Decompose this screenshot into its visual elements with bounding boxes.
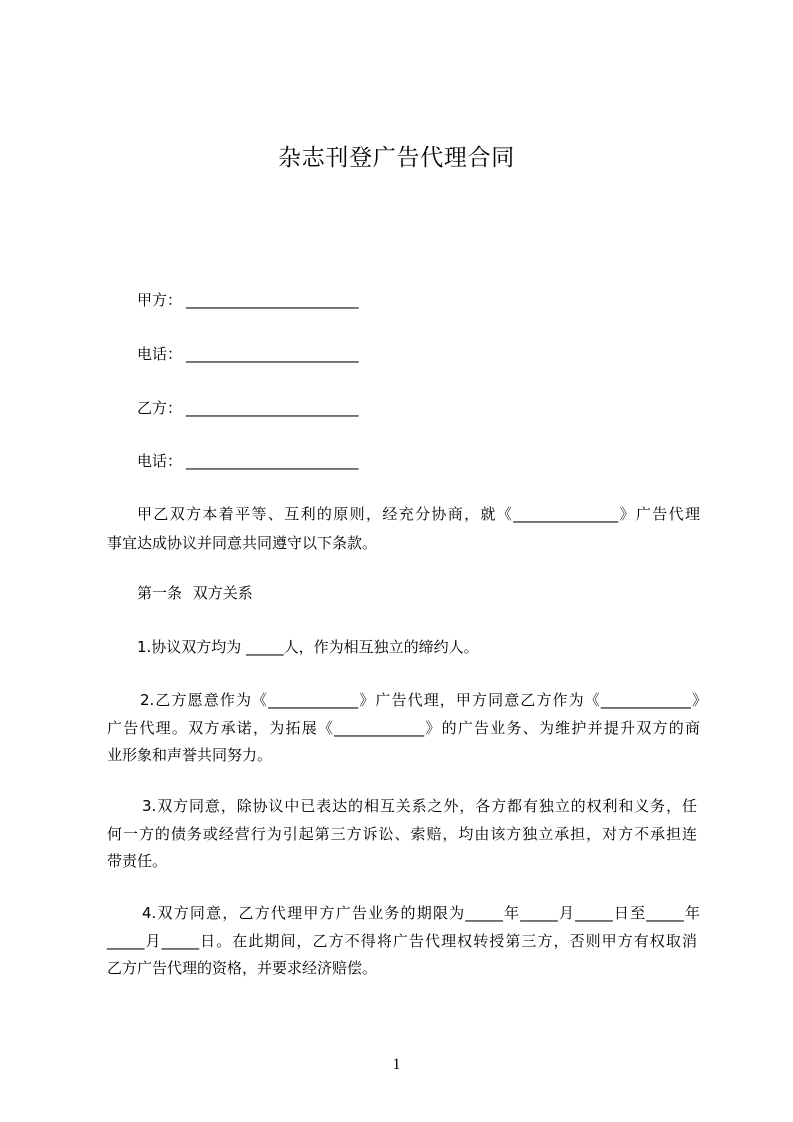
clause-2-line: 业形象和声誉共同努力。 (107, 746, 273, 764)
clause-2-line: 广告代理。双方承诺，为拓展《____________》的广告业务、为维护并提升双方的商 (107, 719, 700, 737)
clause-4-line: _____月_____日。在此期间，乙方不得将广告代理权转授第三方，否则甲方有权取消 (107, 932, 697, 950)
party-b-phone-blank: _______________________ (186, 452, 359, 470)
article-heading: 第一条 双方关系 (137, 584, 253, 602)
party-a-phone-blank: _______________________ (186, 345, 359, 363)
party-b-phone-label: 电话： (137, 452, 183, 470)
party-a-label: 甲方： (137, 291, 183, 309)
clause-4-line: 乙方广告代理的资格，并要求经济赔偿。 (107, 959, 378, 977)
preamble-line: 事宜达成协议并同意共同遵守以下条款。 (107, 534, 378, 552)
party-b-blank: _______________________ (186, 399, 359, 417)
clause-2-line: 2.乙方愿意作为《____________》广告代理，甲方同意乙方作为《____________》 (140, 691, 707, 709)
party-b-phone-field (137, 451, 359, 471)
document-title: 杂志刊登广告代理合同 (278, 145, 515, 171)
party-a-blank: _______________________ (186, 291, 359, 309)
preamble-line: 甲乙双方本着平等、互利的原则，经充分协商，就《______________》广告代理 (137, 505, 700, 523)
clause-3-line: 何一方的债务或经营行为引起第三方诉讼、索赔，均由该方独立承担，对方不承担连 (107, 825, 697, 843)
party-b-field (137, 398, 359, 418)
clause-1-line: 1.协议双方均为 _____人，作为相互独立的缔约人。 (137, 638, 479, 656)
clause-4-line: 4.双方同意，乙方代理甲方广告业务的期限为_____年_____月_____日至_____年 (142, 904, 700, 922)
page-number: 1 (392, 1056, 401, 1073)
party-a-phone-field (137, 344, 359, 364)
party-b-label: 乙方： (137, 399, 183, 417)
party-a-field (137, 290, 359, 310)
clause-3-line: 带责任。 (107, 852, 168, 870)
party-a-phone-label: 电话： (137, 345, 183, 363)
clause-3-line: 3.双方同意，除协议中已表达的相互关系之外，各方都有独立的权利和义务，任 (142, 797, 697, 815)
